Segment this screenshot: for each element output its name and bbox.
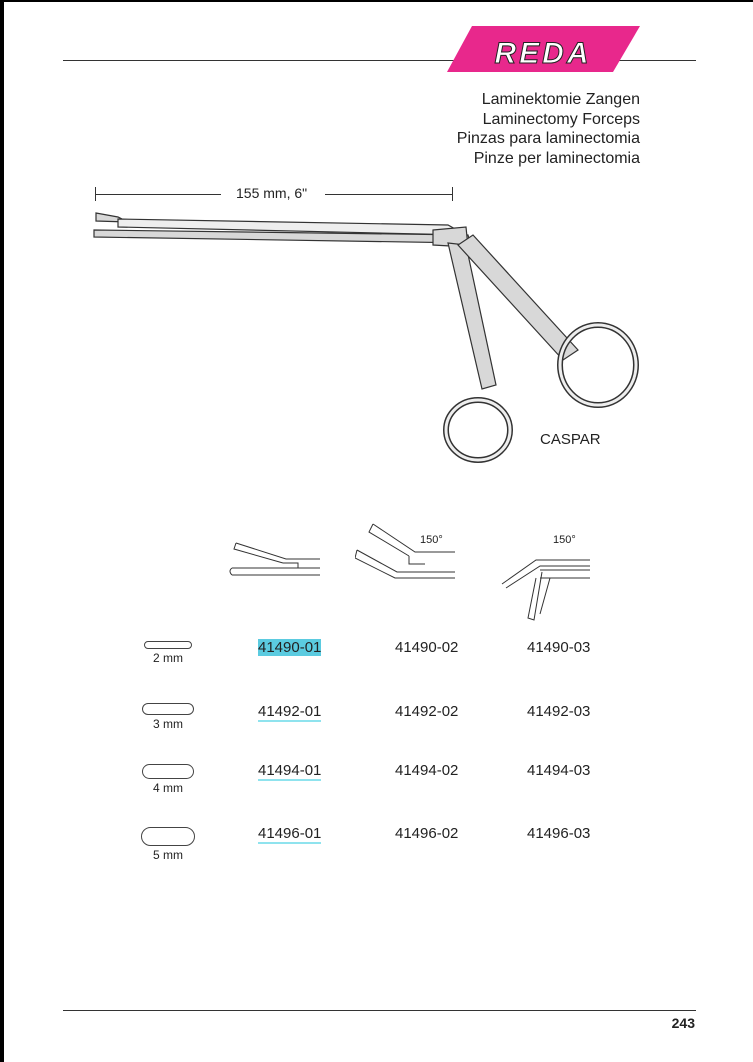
article-code: 41494-01 bbox=[258, 762, 322, 779]
size-label: 3 mm bbox=[153, 717, 183, 731]
jaw-size-oval bbox=[144, 641, 192, 649]
page-edge bbox=[0, 0, 753, 2]
article-code: 41496-03 bbox=[527, 825, 591, 842]
size-label: 4 mm bbox=[153, 781, 183, 795]
size-4mm bbox=[133, 764, 203, 795]
tip-down-angled-diagram bbox=[500, 548, 592, 622]
article-code: 41492-01 bbox=[258, 703, 322, 720]
length-dimension bbox=[95, 185, 453, 205]
jaw-size-oval bbox=[142, 703, 194, 715]
length-label: 155 mm, 6" bbox=[236, 185, 308, 201]
title-de: Laminektomie Zangen bbox=[481, 91, 640, 108]
article-code: 41494-03 bbox=[527, 762, 591, 779]
page-edge bbox=[0, 0, 4, 1062]
article-code: 41492-03 bbox=[527, 703, 591, 720]
jaw-size-oval bbox=[141, 827, 195, 846]
article-code: 41496-01 bbox=[258, 825, 322, 842]
reda-logo bbox=[447, 26, 640, 72]
article-code: 41496-02 bbox=[395, 825, 459, 842]
svg-text:REDA: REDA bbox=[494, 37, 592, 70]
tip-straight-diagram bbox=[228, 535, 324, 583]
article-code: 41490-02 bbox=[395, 639, 459, 656]
footer-rule bbox=[63, 1010, 696, 1011]
page-number: 243 bbox=[671, 1015, 695, 1031]
size-label: 2 mm bbox=[153, 651, 183, 665]
article-code: 41490-01 bbox=[258, 639, 322, 656]
title-en: Laminectomy Forceps bbox=[482, 110, 640, 128]
title-es: Pinzas para laminectomia bbox=[456, 130, 640, 147]
title-it: Pinze per laminectomia bbox=[473, 149, 640, 167]
size-2mm bbox=[133, 641, 203, 665]
size-5mm bbox=[133, 827, 203, 862]
article-code: 41492-02 bbox=[395, 703, 459, 720]
article-code: 41490-03 bbox=[527, 639, 591, 656]
tip-angle-label: 150° bbox=[420, 534, 443, 546]
jaw-size-oval bbox=[142, 764, 194, 779]
instrument-name: CASPAR bbox=[540, 431, 601, 448]
tip-up-angled-diagram bbox=[355, 520, 460, 584]
article-code: 41494-02 bbox=[395, 762, 459, 779]
tip-angle-label: 150° bbox=[553, 534, 576, 546]
size-label: 5 mm bbox=[153, 848, 183, 862]
size-3mm bbox=[133, 703, 203, 731]
product-titles bbox=[457, 90, 640, 168]
